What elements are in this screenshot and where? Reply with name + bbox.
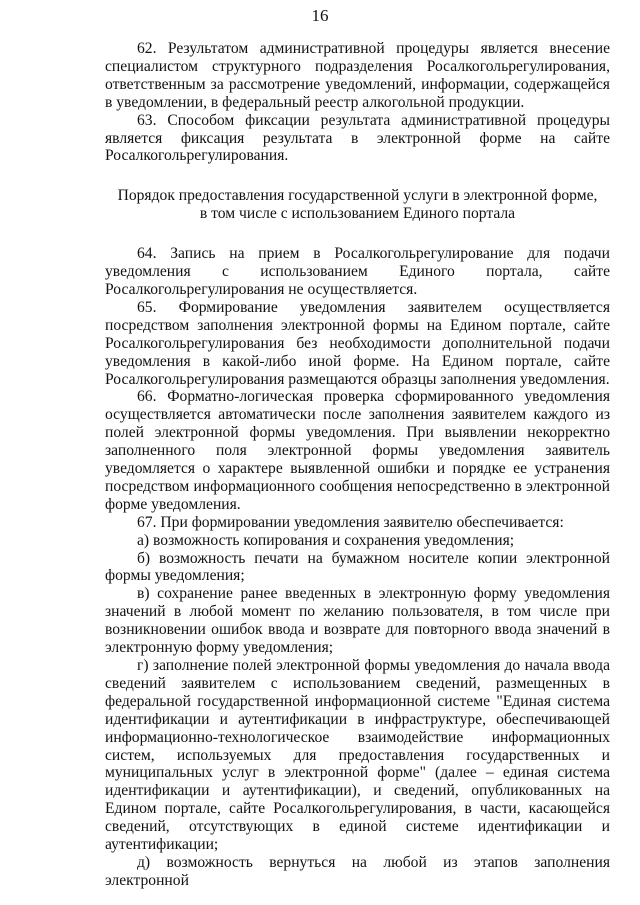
list-item-a: а) возможность копирования и сохранения уведомления; xyxy=(137,531,515,549)
paragraph-64: 64. Запись на прием в Росалкогольрегулирование для подачи уведомления с использованием Единого портала, сайте Росалкогольрегулирования не осуществляется. xyxy=(105,245,610,298)
paragraph-67: 67. При формировании уведомления заявителю обеспечивается: xyxy=(137,513,564,531)
paragraph-63: 63. Способом фиксации результата административной процедуры является фиксация результата в электронной форме на сайте Росалкогольрегулирования. xyxy=(105,111,610,165)
paragraph-66: 66. Форматно-логическая проверка сформированного уведомления осуществляется автоматически после заполнения заявителем каждого из полей электронной формы уведомления. При выявлении некорректно заполненного поля электронной формы уведомления заявитель уведомляется о характере выявленной ошибки и порядке ее устранения посредством информационного сообщения непосредственно в электронной форме уведомления. xyxy=(105,388,610,513)
list-item-b: б) возможность печати на бумажном носителе копии электронной формы уведомления; xyxy=(105,549,610,585)
list-item-v: в) сохранение ранее введенных в электронную форму уведомления значений в любой момент по желанию пользователя, в том числе при возникновении ошибок ввода и возврате для повторного ввода значений в электронную форму уведомления; xyxy=(105,585,610,657)
list-item-d: д) возможность вернуться на любой из этапов заполнения электронной xyxy=(105,853,610,889)
paragraph-62: 62. Результатом административной процедуры является внесение специалистом структурного подразделения Росалкогольрегулирования, ответственным за рассмотрение уведомлений, информации, содержащейся в уведомлении, в федеральный реестр алкогольной продукции. xyxy=(105,40,610,111)
paragraph-65: 65. Формирование уведомления заявителем осуществляется посредством заполнения электронной формы на Едином портале, сайте Росалкогольрегулирования без необходимости дополнительной подачи уведомления в какой-либо иной форме. На Едином портале, сайте Росалкогольрегулирования размещаются образцы заполнения уведомления. xyxy=(105,298,610,388)
list-item-g: г) заполнение полей электронной формы уведомления до начала ввода сведений заявителем с использованием сведений, размещенных в федеральной государственной информационной системе "Единая система идентификации и аутентификации в инфраструктуре, обеспечивающей информационно-технологическое взаимодействие информационных систем, используемых для предоставления государственных и муниципальных услуг в электронной форме" (далее – единая система идентификации и аутентификации), и сведений, опубликованных на Едином портале, сайте Росалкогольрегулирования, в части, касающейся сведений, отсутствующих в единой системе идентификации и аутентификации; xyxy=(105,657,610,854)
section-heading: Порядок предоставления государственной услуги в электронной форме, в том числе с использованием Единого портала xyxy=(117,187,598,223)
page-number: 16 xyxy=(311,6,329,25)
document-body xyxy=(105,40,610,890)
